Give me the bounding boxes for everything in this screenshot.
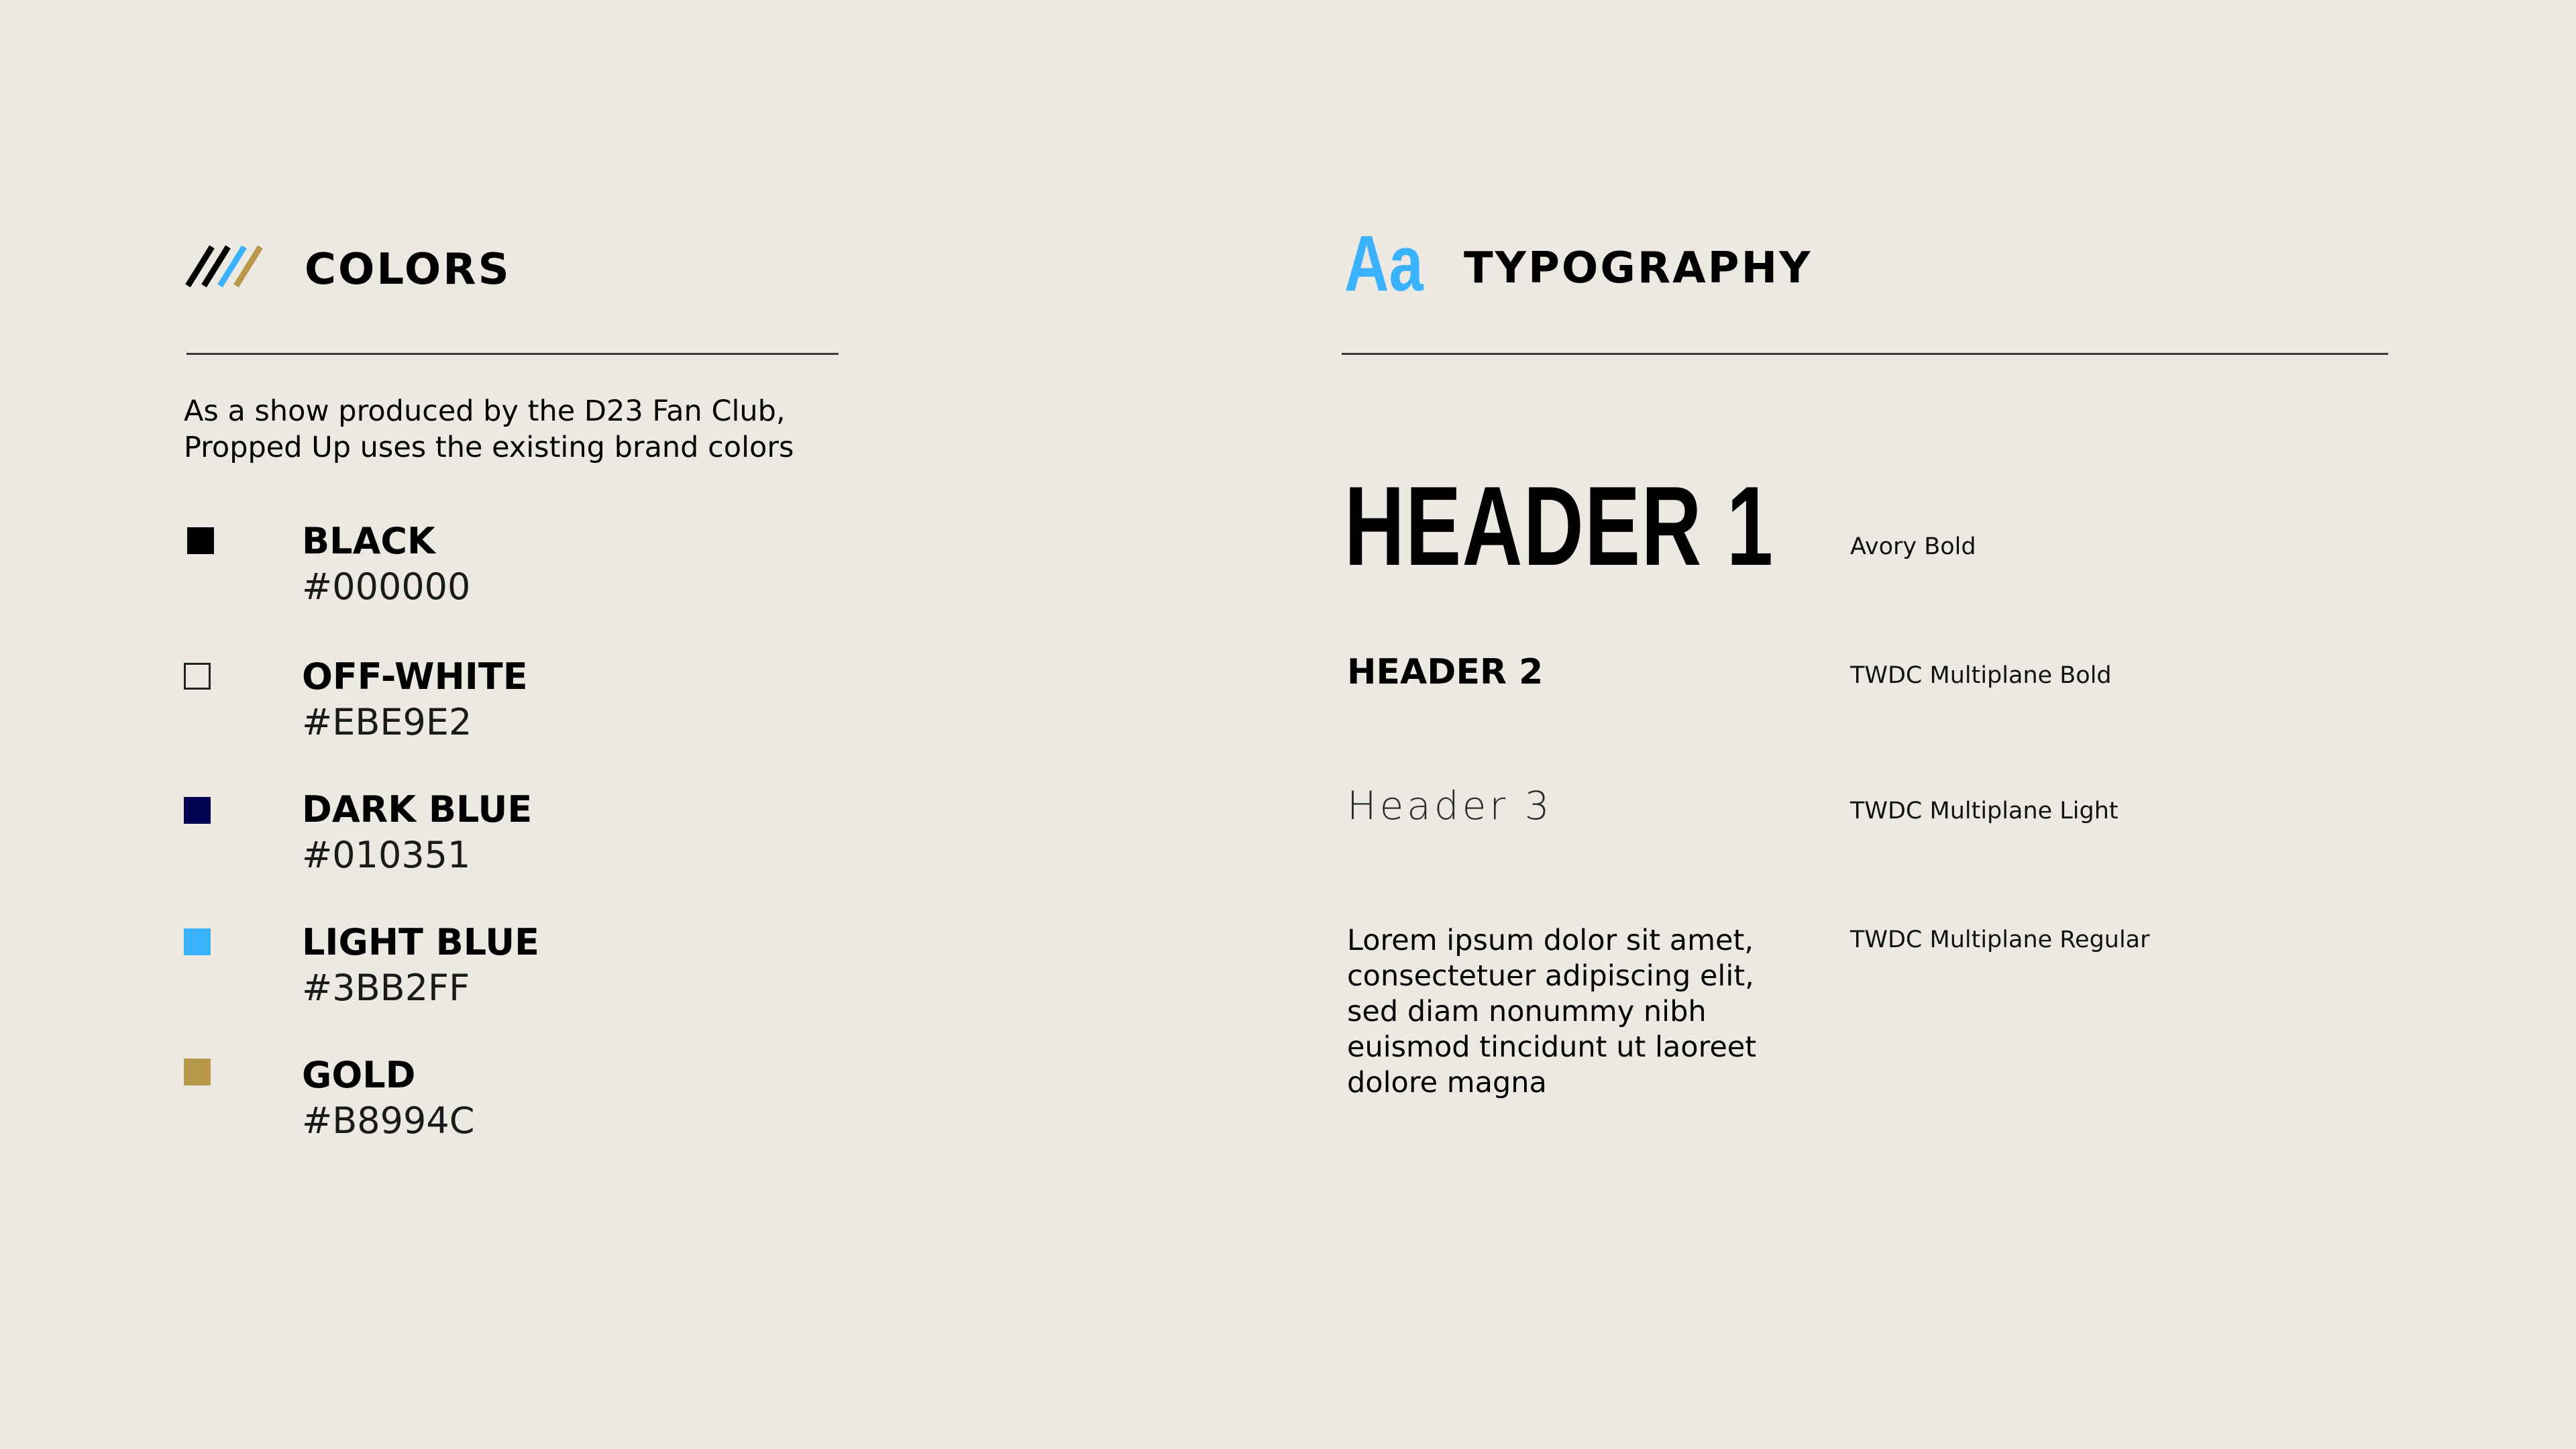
body-line-3: sed diam nonummy nibh: [1347, 995, 1707, 1028]
header-1-sample: HEADER 1: [1344, 463, 1774, 589]
typography-heading: TYPOGRAPHY: [1464, 244, 1813, 293]
intro-line-2: Propped Up uses the existing brand colors: [184, 431, 794, 464]
color-name-light-blue: LIGHT BLUE: [302, 921, 540, 963]
diagonal-slashes-icon: [185, 244, 264, 288]
header-3-sample: Header 3: [1347, 783, 1553, 828]
swatch-light-blue: [184, 928, 211, 955]
color-name-dark-blue: DARK BLUE: [302, 788, 533, 830]
swatch-off-white: [184, 663, 211, 690]
color-hex-off-white: #EBE9E2: [302, 701, 472, 743]
font-aa-icon: Aa: [1344, 219, 1424, 308]
color-hex-light-blue: #3BB2FF: [302, 967, 470, 1009]
typography-divider: [1342, 353, 2388, 355]
color-hex-black: #000000: [302, 566, 471, 608]
swatch-dark-blue: [184, 797, 211, 824]
color-name-off-white: OFF-WHITE: [302, 655, 528, 698]
body-line-1: Lorem ipsum dolor sit amet,: [1347, 924, 1754, 957]
colors-heading: COLORS: [305, 245, 511, 294]
swatch-black: [187, 527, 214, 554]
body-font-label: TWDC Multiplane Regular: [1850, 926, 2150, 953]
intro-line-1: As a show produced by the D23 Fan Club,: [184, 394, 786, 428]
swatch-gold: [184, 1059, 211, 1085]
header-3-font-label: TWDC Multiplane Light: [1850, 798, 2118, 824]
header-2-sample: HEADER 2: [1347, 652, 1544, 692]
color-hex-gold: #B8994C: [302, 1099, 475, 1142]
header-1-font-label: Avory Bold: [1850, 533, 1976, 560]
colors-intro-text: [184, 393, 855, 466]
body-text-sample: [1347, 923, 1817, 1101]
color-name-gold: GOLD: [302, 1054, 416, 1096]
body-line-4: euismod tincidunt ut laoreet: [1347, 1030, 1757, 1064]
color-name-black: BLACK: [302, 520, 435, 562]
color-hex-dark-blue: #010351: [302, 834, 471, 876]
body-line-5: dolore magna: [1347, 1066, 1547, 1099]
body-line-2: consectetuer adipiscing elit,: [1347, 959, 1754, 993]
header-2-font-label: TWDC Multiplane Bold: [1850, 662, 2112, 689]
colors-divider: [186, 353, 839, 355]
